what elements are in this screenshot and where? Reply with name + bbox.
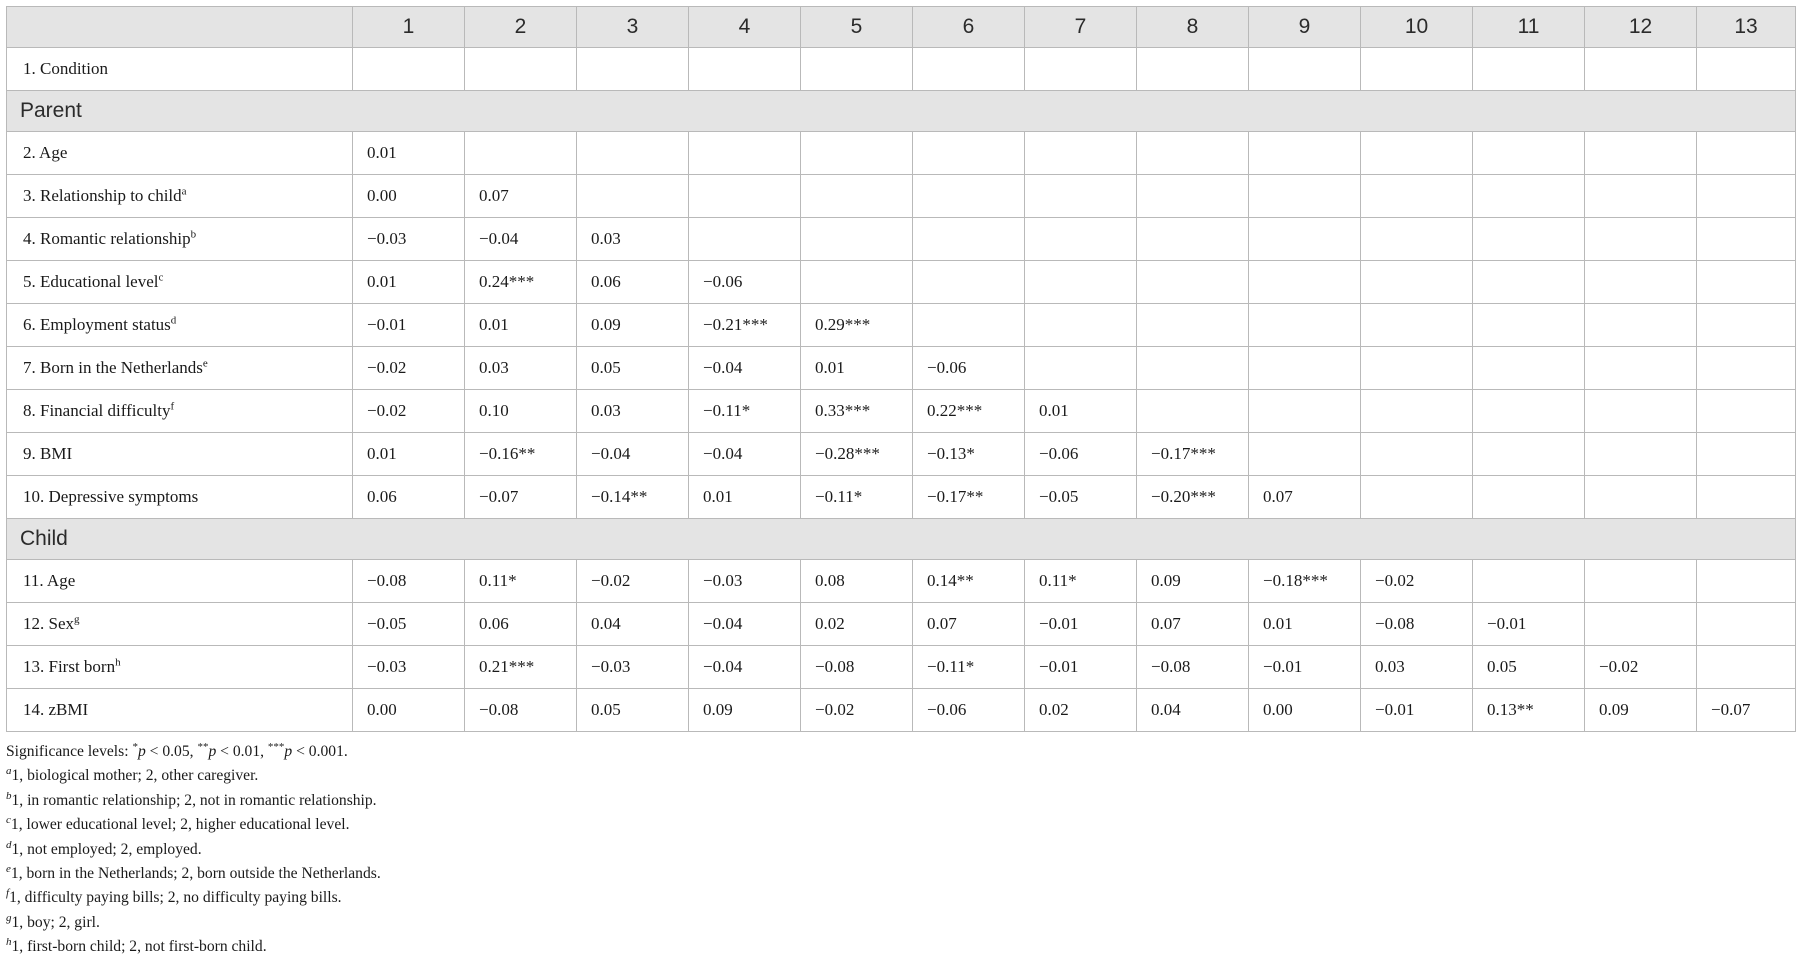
correlation-cell bbox=[1249, 390, 1361, 433]
correlation-cell bbox=[577, 48, 689, 91]
correlation-cell bbox=[1697, 48, 1796, 91]
correlation-cell bbox=[1697, 390, 1796, 433]
correlation-cell: 0.03 bbox=[577, 218, 689, 261]
correlation-cell bbox=[1697, 476, 1796, 519]
correlation-cell bbox=[1249, 132, 1361, 175]
footnote-text: 1, first-born child; 2, not first-born child. bbox=[11, 938, 267, 956]
correlation-cell bbox=[1697, 560, 1796, 603]
correlation-cell bbox=[801, 175, 913, 218]
correlation-cell: 0.01 bbox=[801, 347, 913, 390]
correlation-cell bbox=[689, 48, 801, 91]
correlation-cell: 0.24*** bbox=[465, 261, 577, 304]
correlation-cell bbox=[1361, 48, 1473, 91]
column-header: 10 bbox=[1361, 7, 1473, 48]
significance-stars: * bbox=[132, 740, 138, 753]
correlation-cell bbox=[689, 132, 801, 175]
correlation-cell: −0.06 bbox=[913, 347, 1025, 390]
correlation-cell: 0.08 bbox=[801, 560, 913, 603]
correlation-cell: −0.16** bbox=[465, 433, 577, 476]
p-symbol: p bbox=[137, 743, 146, 760]
correlation-cell: −0.05 bbox=[1025, 476, 1137, 519]
correlation-cell: 0.03 bbox=[1361, 646, 1473, 689]
footnote bbox=[6, 911, 1795, 935]
correlation-cell: −0.01 bbox=[1025, 603, 1137, 646]
table-row bbox=[7, 175, 1796, 218]
correlation-cell: 0.06 bbox=[577, 261, 689, 304]
p-threshold: < 0.05 bbox=[145, 743, 190, 760]
row-label-text: 3. Relationship to child bbox=[23, 186, 182, 205]
significance-level bbox=[197, 740, 261, 760]
row-label bbox=[7, 304, 353, 347]
table-body bbox=[7, 48, 1796, 732]
table-row bbox=[7, 689, 1796, 732]
table-row bbox=[7, 48, 1796, 91]
correlation-cell bbox=[913, 218, 1025, 261]
footnote bbox=[6, 764, 1795, 788]
correlation-cell bbox=[913, 175, 1025, 218]
column-header: 5 bbox=[801, 7, 913, 48]
correlation-cell: −0.17*** bbox=[1137, 433, 1249, 476]
footnote-marker: f bbox=[170, 400, 175, 413]
correlation-cell bbox=[1585, 347, 1697, 390]
p-symbol: p bbox=[284, 743, 293, 760]
footnote-mark: e bbox=[6, 862, 11, 875]
column-header: 13 bbox=[1697, 7, 1796, 48]
correlation-table bbox=[6, 6, 1796, 732]
column-header: 8 bbox=[1137, 7, 1249, 48]
row-label-text: 12. Sex bbox=[23, 614, 74, 633]
correlation-cell: 0.01 bbox=[353, 132, 465, 175]
correlation-cell: 0.07 bbox=[465, 175, 577, 218]
correlation-cell: −0.03 bbox=[353, 218, 465, 261]
footnote-marker: b bbox=[190, 228, 197, 241]
correlation-cell: −0.02 bbox=[353, 390, 465, 433]
table-header-row bbox=[7, 7, 1796, 48]
correlation-cell: −0.08 bbox=[353, 560, 465, 603]
correlation-cell bbox=[1473, 560, 1585, 603]
correlation-cell: −0.02 bbox=[353, 347, 465, 390]
table-row bbox=[7, 476, 1796, 519]
footnote bbox=[6, 886, 1795, 910]
correlation-cell: −0.08 bbox=[1361, 603, 1473, 646]
correlation-cell bbox=[1249, 175, 1361, 218]
correlation-cell bbox=[1697, 132, 1796, 175]
correlation-cell bbox=[1025, 48, 1137, 91]
row-label-text: 7. Born in the Netherlands bbox=[23, 358, 203, 377]
correlation-cell: −0.28*** bbox=[801, 433, 913, 476]
correlation-cell: −0.07 bbox=[1697, 689, 1796, 732]
correlation-cell bbox=[1697, 347, 1796, 390]
correlation-cell bbox=[1025, 304, 1137, 347]
correlation-cell: −0.04 bbox=[689, 646, 801, 689]
p-threshold: < 0.01 bbox=[216, 743, 261, 760]
correlation-cell: 0.02 bbox=[1025, 689, 1137, 732]
column-header: 2 bbox=[465, 7, 577, 48]
significance-note bbox=[6, 740, 1795, 764]
correlation-cell: −0.01 bbox=[1025, 646, 1137, 689]
column-header: 12 bbox=[1585, 7, 1697, 48]
row-label bbox=[7, 175, 353, 218]
footnote-mark: f bbox=[6, 887, 10, 900]
correlation-cell bbox=[1473, 218, 1585, 261]
correlation-cell bbox=[1025, 132, 1137, 175]
correlation-cell bbox=[1137, 390, 1249, 433]
footnote bbox=[6, 813, 1795, 837]
correlation-cell bbox=[913, 132, 1025, 175]
correlation-cell bbox=[1361, 347, 1473, 390]
correlation-cell: −0.02 bbox=[1585, 646, 1697, 689]
correlation-cell bbox=[1585, 603, 1697, 646]
correlation-cell bbox=[1473, 48, 1585, 91]
correlation-cell bbox=[1249, 433, 1361, 476]
column-header: 9 bbox=[1249, 7, 1361, 48]
correlation-cell bbox=[1137, 347, 1249, 390]
correlation-cell: 0.07 bbox=[1249, 476, 1361, 519]
correlation-cell bbox=[801, 261, 913, 304]
correlation-cell: −0.04 bbox=[465, 218, 577, 261]
table-row bbox=[7, 304, 1796, 347]
column-header: 6 bbox=[913, 7, 1025, 48]
correlation-cell bbox=[1249, 48, 1361, 91]
footnote-text: 1, in romantic relationship; 2, not in romantic relationship. bbox=[11, 791, 377, 809]
section-heading: Parent bbox=[7, 91, 1796, 132]
correlation-cell bbox=[1697, 218, 1796, 261]
correlation-cell: 0.13** bbox=[1473, 689, 1585, 732]
row-label bbox=[7, 48, 353, 91]
table-row bbox=[7, 646, 1796, 689]
row-label-text: 1. Condition bbox=[23, 59, 109, 78]
correlation-cell: −0.02 bbox=[1361, 560, 1473, 603]
correlation-cell bbox=[1473, 347, 1585, 390]
correlation-cell: −0.01 bbox=[1249, 646, 1361, 689]
correlation-cell bbox=[1137, 261, 1249, 304]
correlation-cell: 0.09 bbox=[1585, 689, 1697, 732]
correlation-cell: −0.03 bbox=[577, 646, 689, 689]
correlation-cell bbox=[1697, 603, 1796, 646]
correlation-cell bbox=[913, 261, 1025, 304]
correlation-cell: −0.04 bbox=[689, 603, 801, 646]
correlation-cell bbox=[1697, 646, 1796, 689]
correlation-cell bbox=[1025, 218, 1137, 261]
row-label bbox=[7, 390, 353, 433]
significance-stars: ** bbox=[197, 740, 209, 753]
correlation-cell bbox=[1249, 304, 1361, 347]
correlation-cell bbox=[1361, 476, 1473, 519]
correlation-cell: −0.04 bbox=[577, 433, 689, 476]
p-symbol: p bbox=[208, 743, 217, 760]
correlation-cell bbox=[801, 48, 913, 91]
correlation-table-container bbox=[6, 6, 1795, 960]
correlation-cell bbox=[1473, 390, 1585, 433]
footnote-mark: c bbox=[6, 814, 11, 827]
column-header: 3 bbox=[577, 7, 689, 48]
correlation-cell: −0.11* bbox=[801, 476, 913, 519]
correlation-cell: 0.04 bbox=[1137, 689, 1249, 732]
correlation-cell: −0.13* bbox=[913, 433, 1025, 476]
correlation-cell: −0.01 bbox=[1361, 689, 1473, 732]
correlation-cell: 0.29*** bbox=[801, 304, 913, 347]
correlation-cell bbox=[1697, 175, 1796, 218]
correlation-cell bbox=[1473, 476, 1585, 519]
correlation-cell bbox=[1361, 218, 1473, 261]
correlation-cell bbox=[1585, 218, 1697, 261]
correlation-cell: 0.07 bbox=[913, 603, 1025, 646]
correlation-cell bbox=[1361, 261, 1473, 304]
significance-prefix: Significance levels: bbox=[6, 743, 133, 760]
correlation-cell bbox=[1473, 175, 1585, 218]
significance-level bbox=[132, 740, 190, 760]
correlation-cell bbox=[1697, 433, 1796, 476]
correlation-cell: 0.01 bbox=[689, 476, 801, 519]
footnote-marker: c bbox=[158, 271, 164, 284]
correlation-cell bbox=[1137, 304, 1249, 347]
correlation-cell bbox=[1697, 261, 1796, 304]
row-label bbox=[7, 646, 353, 689]
footnote-text: 1, born in the Netherlands; 2, born outside the Netherlands. bbox=[10, 865, 381, 883]
correlation-cell: −0.08 bbox=[465, 689, 577, 732]
correlation-cell bbox=[1473, 433, 1585, 476]
correlation-cell: 0.01 bbox=[353, 261, 465, 304]
significance-level bbox=[267, 740, 344, 760]
correlation-cell: 0.21*** bbox=[465, 646, 577, 689]
correlation-cell: −0.01 bbox=[353, 304, 465, 347]
correlation-cell bbox=[1473, 261, 1585, 304]
correlation-cell: −0.08 bbox=[1137, 646, 1249, 689]
footnote-text: 1, biological mother; 2, other caregiver. bbox=[11, 767, 259, 785]
row-label bbox=[7, 476, 353, 519]
row-label-text: 2. Age bbox=[23, 143, 68, 162]
table-row bbox=[7, 433, 1796, 476]
correlation-cell: 0.03 bbox=[577, 390, 689, 433]
correlation-cell bbox=[1137, 132, 1249, 175]
row-label bbox=[7, 560, 353, 603]
footnote-marker: e bbox=[202, 357, 208, 370]
correlation-cell bbox=[1025, 347, 1137, 390]
correlation-cell: 0.05 bbox=[577, 689, 689, 732]
footnote-text: 1, lower educational level; 2, higher educational level. bbox=[10, 816, 350, 834]
row-label-text: 6. Employment status bbox=[23, 315, 171, 334]
footnote-mark: h bbox=[6, 936, 12, 949]
correlation-cell bbox=[353, 48, 465, 91]
correlation-cell: −0.17** bbox=[913, 476, 1025, 519]
section-row bbox=[7, 91, 1796, 132]
correlation-cell: −0.06 bbox=[1025, 433, 1137, 476]
correlation-cell bbox=[801, 218, 913, 261]
correlation-cell bbox=[1585, 304, 1697, 347]
correlation-cell: 0.01 bbox=[1249, 603, 1361, 646]
correlation-cell bbox=[1585, 390, 1697, 433]
table-row bbox=[7, 218, 1796, 261]
table-row bbox=[7, 560, 1796, 603]
correlation-cell: 0.07 bbox=[1137, 603, 1249, 646]
correlation-cell: −0.02 bbox=[801, 689, 913, 732]
correlation-cell: 0.06 bbox=[465, 603, 577, 646]
correlation-cell: −0.11* bbox=[913, 646, 1025, 689]
correlation-cell: 0.22*** bbox=[913, 390, 1025, 433]
correlation-cell bbox=[1361, 175, 1473, 218]
correlation-cell bbox=[1585, 132, 1697, 175]
row-label-text: 10. Depressive symptoms bbox=[23, 487, 199, 506]
row-label bbox=[7, 689, 353, 732]
correlation-cell bbox=[689, 218, 801, 261]
footnote-marker: d bbox=[170, 314, 177, 327]
correlation-cell: −0.06 bbox=[913, 689, 1025, 732]
footnote-mark: a bbox=[6, 765, 12, 778]
correlation-cell: 0.06 bbox=[353, 476, 465, 519]
correlation-cell: 0.09 bbox=[689, 689, 801, 732]
column-header: 7 bbox=[1025, 7, 1137, 48]
correlation-cell: −0.05 bbox=[353, 603, 465, 646]
correlation-cell bbox=[689, 175, 801, 218]
section-row bbox=[7, 519, 1796, 560]
correlation-cell: 0.09 bbox=[577, 304, 689, 347]
p-threshold: < 0.001 bbox=[292, 743, 344, 760]
row-label bbox=[7, 218, 353, 261]
column-header: 4 bbox=[689, 7, 801, 48]
correlation-cell: 0.11* bbox=[1025, 560, 1137, 603]
table-row bbox=[7, 347, 1796, 390]
correlation-cell: −0.08 bbox=[801, 646, 913, 689]
correlation-cell: −0.03 bbox=[689, 560, 801, 603]
correlation-cell: −0.04 bbox=[689, 347, 801, 390]
correlation-cell: −0.03 bbox=[353, 646, 465, 689]
correlation-cell: −0.14** bbox=[577, 476, 689, 519]
row-label-text: 13. First born bbox=[23, 657, 116, 676]
correlation-cell: −0.07 bbox=[465, 476, 577, 519]
footnote bbox=[6, 935, 1795, 959]
footnote bbox=[6, 789, 1795, 813]
correlation-cell bbox=[1585, 433, 1697, 476]
footnote-marker: a bbox=[181, 185, 187, 198]
row-label bbox=[7, 132, 353, 175]
correlation-cell bbox=[1249, 261, 1361, 304]
row-label-text: 5. Educational level bbox=[23, 272, 159, 291]
header-corner-cell bbox=[7, 7, 353, 48]
separator: , bbox=[189, 743, 198, 760]
correlation-cell bbox=[1025, 175, 1137, 218]
footnote-mark: d bbox=[6, 838, 12, 851]
row-label-text: 8. Financial difficulty bbox=[23, 401, 171, 420]
correlation-cell: −0.02 bbox=[577, 560, 689, 603]
separator: . bbox=[343, 743, 348, 760]
correlation-cell: −0.11* bbox=[689, 390, 801, 433]
correlation-cell bbox=[1361, 433, 1473, 476]
correlation-cell bbox=[913, 48, 1025, 91]
correlation-cell bbox=[1473, 132, 1585, 175]
footnote-marker: h bbox=[115, 656, 121, 669]
correlation-cell: 0.00 bbox=[353, 175, 465, 218]
correlation-cell bbox=[1585, 48, 1697, 91]
footnote-mark: g bbox=[6, 911, 12, 924]
table-notes bbox=[6, 740, 1795, 960]
footnote-text: 1, difficulty paying bills; 2, no difficulty paying bills. bbox=[9, 889, 342, 907]
correlation-cell: 0.09 bbox=[1137, 560, 1249, 603]
separator: , bbox=[260, 743, 268, 760]
correlation-cell bbox=[465, 48, 577, 91]
table-row bbox=[7, 132, 1796, 175]
column-header: 1 bbox=[353, 7, 465, 48]
correlation-cell: −0.01 bbox=[1473, 603, 1585, 646]
correlation-cell: −0.04 bbox=[689, 433, 801, 476]
correlation-cell: −0.20*** bbox=[1137, 476, 1249, 519]
row-label bbox=[7, 261, 353, 304]
correlation-cell: −0.21*** bbox=[689, 304, 801, 347]
table-row bbox=[7, 390, 1796, 433]
correlation-cell bbox=[465, 132, 577, 175]
correlation-cell: 0.04 bbox=[577, 603, 689, 646]
correlation-cell bbox=[801, 132, 913, 175]
correlation-cell bbox=[1361, 304, 1473, 347]
correlation-cell: 0.01 bbox=[465, 304, 577, 347]
correlation-cell bbox=[1361, 132, 1473, 175]
footnote-marker: g bbox=[74, 613, 80, 626]
correlation-cell bbox=[1585, 560, 1697, 603]
correlation-cell bbox=[1249, 218, 1361, 261]
row-label-text: 11. Age bbox=[23, 571, 76, 590]
row-label bbox=[7, 433, 353, 476]
footnote bbox=[6, 838, 1795, 862]
correlation-cell bbox=[1137, 48, 1249, 91]
correlation-cell bbox=[577, 175, 689, 218]
correlation-cell bbox=[1137, 175, 1249, 218]
correlation-cell bbox=[1249, 347, 1361, 390]
row-label bbox=[7, 347, 353, 390]
correlation-cell bbox=[1697, 304, 1796, 347]
correlation-cell: 0.01 bbox=[353, 433, 465, 476]
correlation-cell bbox=[1473, 304, 1585, 347]
footnote-mark: b bbox=[6, 789, 12, 802]
correlation-cell: 0.00 bbox=[353, 689, 465, 732]
correlation-cell: 0.00 bbox=[1249, 689, 1361, 732]
row-label-text: 14. zBMI bbox=[23, 700, 89, 719]
footnote-text: 1, not employed; 2, employed. bbox=[11, 840, 202, 858]
footnote-text: 1, boy; 2, girl. bbox=[11, 913, 100, 931]
correlation-cell: 0.03 bbox=[465, 347, 577, 390]
correlation-cell: 0.05 bbox=[1473, 646, 1585, 689]
correlation-cell: 0.11* bbox=[465, 560, 577, 603]
table-row bbox=[7, 261, 1796, 304]
column-header: 11 bbox=[1473, 7, 1585, 48]
correlation-cell: 0.01 bbox=[1025, 390, 1137, 433]
correlation-cell bbox=[577, 132, 689, 175]
correlation-cell bbox=[1585, 476, 1697, 519]
table-row bbox=[7, 603, 1796, 646]
correlation-cell: 0.33*** bbox=[801, 390, 913, 433]
section-heading: Child bbox=[7, 519, 1796, 560]
footnote bbox=[6, 862, 1795, 886]
correlation-cell bbox=[1585, 175, 1697, 218]
correlation-cell: 0.14** bbox=[913, 560, 1025, 603]
correlation-cell: 0.05 bbox=[577, 347, 689, 390]
correlation-cell bbox=[1137, 218, 1249, 261]
row-label-text: 4. Romantic relationship bbox=[23, 229, 191, 248]
correlation-cell bbox=[913, 304, 1025, 347]
correlation-cell: 0.02 bbox=[801, 603, 913, 646]
correlation-cell bbox=[1025, 261, 1137, 304]
correlation-cell bbox=[1361, 390, 1473, 433]
correlation-cell: −0.06 bbox=[689, 261, 801, 304]
correlation-cell: −0.18*** bbox=[1249, 560, 1361, 603]
correlation-cell: 0.10 bbox=[465, 390, 577, 433]
row-label bbox=[7, 603, 353, 646]
correlation-cell bbox=[1585, 261, 1697, 304]
significance-stars: *** bbox=[267, 740, 285, 753]
row-label-text: 9. BMI bbox=[23, 444, 73, 463]
